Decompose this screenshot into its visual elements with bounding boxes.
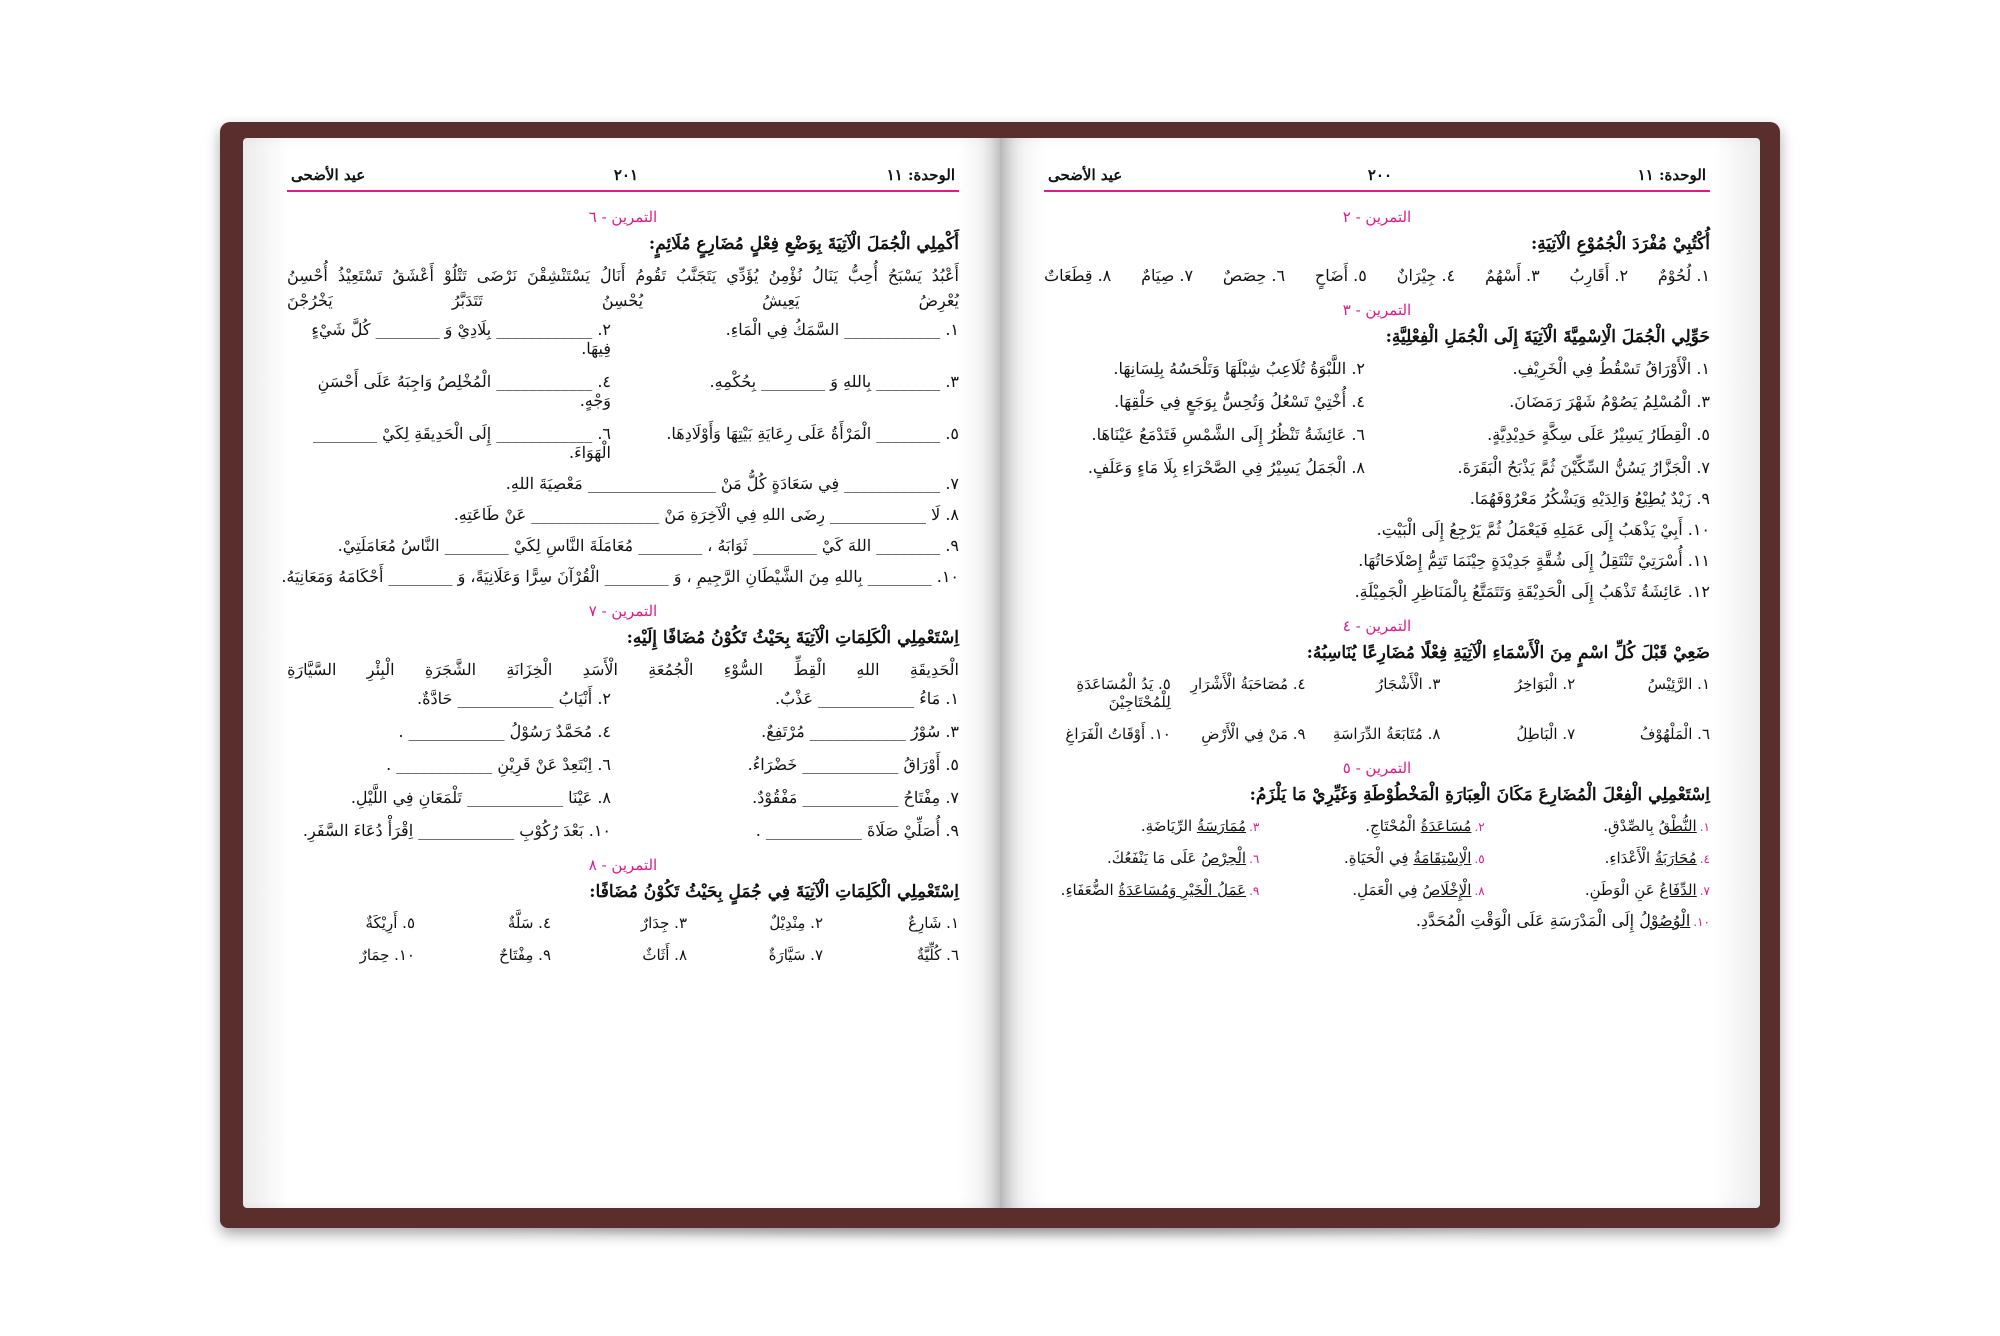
exercise-item: ٣. أَسْهُمٌ bbox=[1485, 266, 1540, 285]
page-header bbox=[1044, 166, 1710, 192]
exercise-item: ٧. ____________ فِي سَعَادَةٍ كُلُّ مَنْ ________________ مَعْصِيَةَ اللهِ. bbox=[505, 474, 959, 493]
underlined-phrase: الْوُصُوْلُ bbox=[1639, 911, 1691, 930]
exercise-item bbox=[1269, 817, 1484, 835]
exercise-item bbox=[1495, 849, 1710, 867]
exercise-item bbox=[1044, 911, 1710, 930]
word: تَسْتَعِيْذُ bbox=[337, 266, 383, 285]
item-text: فِي الْحَيَاةِ. bbox=[1343, 849, 1414, 867]
exercise-item: ٤. سَلَّةٌ bbox=[507, 914, 551, 932]
item-number: ١٠. bbox=[1693, 915, 1710, 929]
item-number: ٢. bbox=[1474, 820, 1485, 834]
exercise-2-title: التمرين - ٢ bbox=[1342, 208, 1412, 226]
exercise-item: ٤. جِيْرَانٌ bbox=[1396, 266, 1456, 285]
exercise-item: ٣. ________ بِاللهِ وَ ________ بِحُكْمِهِ. bbox=[709, 372, 959, 391]
exercise-item: ٩. مَنْ فِي الْأَرْضِ bbox=[1201, 725, 1306, 743]
exercise-item: ٣. الْأَشْجَارُ bbox=[1376, 675, 1441, 693]
exercise-7-title: التمرين - ٧ bbox=[588, 602, 658, 620]
exercise-item: ٦. ____________ إِلَى الْحَدِيقَةِ لِكَيْ ________ الْهَوَاءَ. bbox=[313, 424, 611, 462]
exercise-item: ٤. مُحَمَّدٌ رَسُوْلُ ____________ . bbox=[398, 722, 611, 741]
exercise-item: ٥. يَدُ الْمُسَاعَدَةِ لِلْمُحْتَاجِيْنَ bbox=[1076, 675, 1171, 711]
word: الْحَدِيقَةِ bbox=[909, 660, 959, 679]
word: أَعْبُدُ bbox=[931, 266, 959, 285]
exercise-item: ٧. الْبَاطِلُ bbox=[1516, 725, 1576, 743]
item-text: بِالصِّدْقِ. bbox=[1603, 817, 1659, 835]
word: يَتَجَنَّبُ bbox=[676, 266, 717, 285]
page-200 bbox=[1000, 138, 1760, 1208]
word: يَخْرُجْنَ bbox=[287, 291, 333, 310]
exercise-item: ١٢. عَائِشَةُ تَذْهَبُ إِلَى الْحَدِيْقَةِ وَتَتَمَتَّعُ بِالْمَنَاظِرِ الْجَمِيْلَةِ. bbox=[1354, 582, 1710, 601]
underlined-phrase: مُحَارَبَةُ bbox=[1654, 849, 1697, 867]
exercise-item: ٦. كُلِّيَّةٌ bbox=[916, 946, 959, 964]
word: نُؤْمِنُ bbox=[768, 266, 803, 285]
word: يُعْرِضُ bbox=[918, 291, 959, 310]
exercise-item: ١٠. أَوْقَاتُ الْفَرَاغِ bbox=[1065, 725, 1171, 743]
word: تَتَدَبَّرُ bbox=[451, 291, 483, 310]
exercise-item: ١٠. ________ بِاللهِ مِنَ الشَّيْطَانِ الرَّجِيمِ ، وَ ________ الْقُرْآنَ سِرًّا وَعَلَانِيَةً، وَ ________ أَحْكَامَهُ وَمَعَانِيَهُ. bbox=[281, 567, 959, 586]
item-number: ٣. bbox=[1249, 820, 1260, 834]
word: الْأَسَدِ bbox=[582, 660, 618, 679]
page-number: ٢٠٠ bbox=[1367, 166, 1392, 184]
page-200-content bbox=[1044, 166, 1710, 1188]
word: يَنَالُ bbox=[812, 266, 838, 285]
exercise-item: ١. الْأَوْرَاقُ تَسْقُطُ فِي الْخَرِيْفِ. bbox=[1512, 359, 1710, 378]
exercise-5-items bbox=[1044, 817, 1710, 899]
exercise-7-instruction: اِسْتَعْمِلِي الْكَلِمَاتِ الْآتِيَةَ بِحَيْثُ تَكُوْنُ مُضَافًا إِلَيْهِ: bbox=[626, 628, 959, 648]
exercise-item: ٦. اِبْتَعِدْ عَنْ قَرِيْنِ ____________ . bbox=[386, 755, 611, 774]
exercise-item: ٦. عَائِشَةُ تَنْظُرُ إِلَى الشَّمْسِ فَتَدْمَعُ عَيْنَاهَا. bbox=[1091, 425, 1365, 444]
chapter-title: عيد الأضحى bbox=[291, 166, 366, 184]
word: أَنَالُ bbox=[599, 266, 626, 285]
word: السُّوْءِ bbox=[723, 660, 764, 679]
exercise-8-title: التمرين - ٨ bbox=[588, 856, 658, 874]
exercise-item: ٧. الْجَزَّارُ يَسُنُّ السِّكِّيْنَ ثُمَّ يَذْبَحُ الْبَقَرَةَ. bbox=[1457, 458, 1710, 477]
item-number: ٦. bbox=[1249, 852, 1260, 866]
exercise-item bbox=[1269, 849, 1484, 867]
word: أُحِبُّ bbox=[847, 266, 878, 285]
item-text: فِي الْعَمَلِ. bbox=[1352, 881, 1423, 899]
item-text: عَلَى مَا يَنْفَعُكَ. bbox=[1106, 849, 1202, 867]
item-number: ٧. bbox=[1699, 884, 1710, 898]
word: الْقِطِّ bbox=[793, 660, 827, 679]
exercise-item: ٧. مِفْتَاحُ ____________ مَفْقُوْدٌ. bbox=[752, 788, 959, 807]
exercise-item: ٨. مُتَابَعَةُ الدِّرَاسَةِ bbox=[1332, 725, 1441, 743]
word: الْخِزَانَةِ bbox=[506, 660, 553, 679]
exercise-item: ٩. أُصَلِّيْ صَلَاةَ ____________ . bbox=[755, 821, 959, 840]
word: يُحْسِنُ bbox=[601, 291, 644, 310]
exercise-3-instruction: حَوِّلِي الْجُمَلَ الْاِسْمِيَّةَ الْآتِيَةَ إِلَى الْجُمَلِ الْفِعْلِيَّةِ: bbox=[1385, 327, 1710, 347]
exercise-item: ٩. زَيْدٌ يُطِيْعُ وَالِدَيْهِ وَيَشْكُرُ مَعْرُوْفَهُمَا. bbox=[1469, 489, 1710, 508]
page-201 bbox=[243, 138, 1003, 1208]
underlined-phrase: النُّطْقُ bbox=[1658, 817, 1697, 835]
item-text: الضُّعَفَاءِ. bbox=[1060, 881, 1119, 899]
exercise-4-instruction: ضَعِيْ قَبْلَ كُلِّ اسْمٍ مِنَ الْأَسْمَاءِ الْآتِيَةِ فِعْلًا مُضَارِعًا يُنَاسِبُهُ: bbox=[1306, 643, 1710, 663]
item-number: ١. bbox=[1699, 820, 1710, 834]
exercise-item: ١. ____________ السَّمَكُ فِي الْمَاءِ. bbox=[725, 320, 959, 339]
underlined-phrase: مُسَاعَدَةُ bbox=[1420, 817, 1472, 835]
exercise-item: ٨. أَثَاثٌ bbox=[642, 946, 687, 964]
page-header bbox=[287, 166, 959, 192]
exercise-2-instruction: أُكْتُبِيْ مُفْرَدَ الْجُمُوْعِ الْآتِيَةِ: bbox=[1531, 234, 1710, 254]
exercise-5-instruction: اِسْتَعْمِلِي الْفِعْلَ الْمُضَارِعَ مَكَانَ الْعِبَارَةِ الْمَخْطُوْطَةِ وَغَيِّرِيْ مَا يَلْزَمُ: bbox=[1249, 785, 1710, 805]
exercise-item bbox=[1044, 817, 1259, 835]
page-number: ٢٠١ bbox=[613, 166, 638, 184]
word: الشَّجَرَةِ bbox=[424, 660, 477, 679]
word: اللهِ bbox=[856, 660, 880, 679]
exercise-6-items bbox=[287, 320, 959, 462]
exercise-6-title: التمرين - ٦ bbox=[588, 208, 658, 226]
item-text: عَنِ الْوَطَنِ. bbox=[1584, 881, 1660, 899]
underlined-phrase: الْإِخْلَاصُ bbox=[1422, 881, 1472, 899]
exercise-item: ٤. مُصَاحَبَةُ الْأَشْرَارِ bbox=[1190, 675, 1306, 693]
exercise-item: ٥. أَضَاحٍ bbox=[1314, 266, 1367, 285]
exercise-item: ٦. الْمَلْهُوْفُ bbox=[1639, 725, 1710, 743]
exercise-6-instruction: أَكْمِلِي الْجُمَلَ الْآتِيَةَ بِوَضْعِ فِعْلٍ مُضَارِعٍ مُلَائِمٍ: bbox=[648, 234, 959, 254]
exercise-item: ٢. ____________ بِلَادِيْ وَ ________ كُلَّ شَيْءٍ فِيهَا. bbox=[311, 320, 611, 358]
exercise-item: ٢. أَنْيَابُ ____________ حَادَّةٌ. bbox=[417, 689, 611, 708]
exercise-item: ١. الرَّئِيْسُ bbox=[1647, 675, 1710, 693]
exercise-item: ٢. أَقَارِبُ bbox=[1569, 266, 1629, 285]
word: يُؤَدِّي bbox=[726, 266, 759, 285]
exercise-item: ١. لُحُوْمٌ bbox=[1657, 266, 1710, 285]
exercise-item: ١١. أُسْرَتِيْ تَنْتَقِلُ إِلَى شُقَّةٍ جَدِيْدَةٍ حِيْنَمَا تَتِمُّ إِصْلَاحَاتُهَا. bbox=[1358, 551, 1710, 570]
word: أُحْسِنُ bbox=[287, 266, 328, 285]
exercise-item: ١٠. أَبِيْ يَذْهَبُ إِلَى عَمَلِهِ فَيَعْمَلُ ثُمَّ يَرْجِعُ إِلَى الْبَيْتِ. bbox=[1376, 520, 1710, 539]
item-number: ٨. bbox=[1474, 884, 1485, 898]
unit-label: الوحدة: ١١ bbox=[886, 166, 955, 184]
exercise-item: ٥. الْقِطَارُ يَسِيْرُ عَلَى سِكَّةٍ حَدِيْدِيَّةٍ. bbox=[1487, 425, 1710, 444]
exercise-item: ٩. مِفْتَاحٌ bbox=[498, 946, 551, 964]
exercise-item: ٥. أَوْرَاقُ ____________ خَضْرَاءُ. bbox=[747, 755, 959, 774]
underlined-phrase: الدِّفَاعُ bbox=[1659, 881, 1697, 899]
exercise-item: ٢. الْبَوَاخِرُ bbox=[1514, 675, 1576, 693]
item-number: ٤. bbox=[1699, 852, 1710, 866]
exercise-item: ١٠. بَعْدَ رُكُوْبِ ____________ اِقْرَأْ دُعَاءَ السَّفَرِ. bbox=[302, 821, 611, 840]
exercise-item: ٨. لَا ____________ رِضَى اللهِ فِي الْآخِرَةِ مَنْ ________________ عَنْ طَاعَتِهِ. bbox=[453, 505, 959, 524]
exercise-4-items bbox=[1044, 675, 1710, 743]
exercise-item: ٣. الْمُسْلِمُ يَصُوْمُ شَهْرَ رَمَضَانَ. bbox=[1509, 392, 1710, 411]
exercise-item bbox=[1044, 849, 1259, 867]
exercise-item: ٤. أُخْتِيْ تَسْعُلُ وَتُحِسُّ بِوَجَعٍ فِي حَلْقِهَا. bbox=[1114, 392, 1365, 411]
exercise-item bbox=[1044, 881, 1259, 899]
word: تَتْلُوْ bbox=[443, 266, 467, 285]
exercise-item: ٩. ________ اللهَ كَيْ ________ ثَوَابَهُ ، ________ مُعَامَلَةَ النَّاسِ لِكَيْ ________ النَّاسُ مُعَامَلَتِيْ. bbox=[337, 536, 959, 555]
exercise-item: ٤. ____________ الْمُخْلِصُ وَاجِبَهُ عَلَى أَحْسَنِ وَجْهٍ. bbox=[317, 372, 611, 410]
exercise-item: ٨. الْجَمَلُ يَسِيْرُ فِي الصَّحْرَاءِ بِلَا مَاءٍ وَعَلَفٍ. bbox=[1087, 458, 1365, 477]
underlined-phrase: الْاِسْتِقَامَةُ bbox=[1413, 849, 1472, 867]
exercise-item: ١. شَارِعٌ bbox=[908, 914, 959, 932]
item-number: ٩. bbox=[1249, 884, 1260, 898]
exercise-item: ٨. عَيْنَا ____________ تَلْمَعَانِ فِي اللَّيْلِ. bbox=[350, 788, 611, 807]
exercise-item bbox=[1495, 881, 1710, 899]
exercise-8-instruction: اِسْتَعْمِلِي الْكَلِمَاتِ الْآتِيَةَ فِي جُمَلٍ بِحَيْثُ تَكُوْنُ مُضَافًا: bbox=[589, 882, 959, 902]
exercise-7-items bbox=[287, 689, 959, 840]
exercise-item: ١. مَاءُ ____________ عَذْبٌ. bbox=[775, 689, 959, 708]
word: يَسْبَحُ bbox=[887, 266, 922, 285]
exercise-item: ٨. قِطَعَاتٌ bbox=[1044, 266, 1112, 285]
exercise-6-word-bank bbox=[287, 266, 959, 310]
exercise-item: ١٠. حِمَارٌ bbox=[359, 946, 415, 964]
unit-label: الوحدة: ١١ bbox=[1637, 166, 1706, 184]
chapter-title: عيد الأضحى bbox=[1048, 166, 1123, 184]
word: تَقُومُ bbox=[635, 266, 667, 285]
exercise-item: ٢. اللَّبْوَةُ تُلَاعِبُ شِبْلَهَا وَتَلْحَسُهُ بِلِسَانِهَا. bbox=[1113, 359, 1365, 378]
exercise-item: ٧. صِيَامٌ bbox=[1141, 266, 1194, 285]
exercise-item: ٣. سُوْرُ ____________ مُرْتَفِعٌ. bbox=[761, 722, 959, 741]
exercise-item bbox=[1495, 817, 1710, 835]
word: الْبِئْرِ bbox=[366, 660, 395, 679]
item-text: إِلَى الْمَدْرَسَةِ عَلَى الْوَقْتِ الْمُحَدَّدِ. bbox=[1415, 911, 1640, 930]
item-number: ٥. bbox=[1474, 852, 1485, 866]
exercise-item: ٢. مِنْدِيْلٌ bbox=[769, 914, 823, 932]
exercise-item bbox=[1269, 881, 1484, 899]
page-201-content bbox=[281, 166, 959, 1188]
word: السَّيَّارَةِ bbox=[287, 660, 337, 679]
exercise-3-items bbox=[1044, 359, 1710, 477]
item-text: الْمُحْتَاجِ. bbox=[1365, 817, 1421, 835]
word: يَسْتَنْشِقْنَ bbox=[527, 266, 590, 285]
exercise-item: ٣. جِدَارٌ bbox=[640, 914, 687, 932]
word: يَعِيشُ bbox=[762, 291, 800, 310]
exercise-5-title: التمرين - ٥ bbox=[1342, 759, 1412, 777]
exercise-item: ٥. أَرِيْكَةٌ bbox=[365, 914, 415, 932]
exercise-4-title: التمرين - ٤ bbox=[1342, 617, 1412, 635]
item-text: الْأَعْدَاءِ. bbox=[1604, 849, 1655, 867]
word: الْجُمُعَةِ bbox=[648, 660, 694, 679]
exercise-8-items bbox=[287, 914, 959, 964]
underlined-phrase: الْحِرْصُ bbox=[1201, 849, 1247, 867]
exercise-3-title: التمرين - ٣ bbox=[1342, 301, 1412, 319]
exercise-2-items bbox=[1044, 266, 1710, 285]
exercise-item: ٦. حِصَصٌ bbox=[1222, 266, 1286, 285]
exercise-item: ٧. سَيَّارَةٌ bbox=[768, 946, 823, 964]
underlined-phrase: عَمَلُ الْخَيْرِ وَمُسَاعَدَةُ bbox=[1118, 881, 1247, 899]
word: نَرْضَى bbox=[476, 266, 517, 285]
exercise-item: ٥. ________ الْمَرْأَةُ عَلَى رِعَايَةِ بَيْتِهَا وَأَوْلَادِهَا. bbox=[666, 424, 959, 443]
item-text: الرِّيَاضَةِ. bbox=[1140, 817, 1197, 835]
word: أَعْشَقُ bbox=[392, 266, 434, 285]
exercise-7-word-bank bbox=[287, 660, 959, 679]
underlined-phrase: مُمَارَسَةُ bbox=[1196, 817, 1247, 835]
